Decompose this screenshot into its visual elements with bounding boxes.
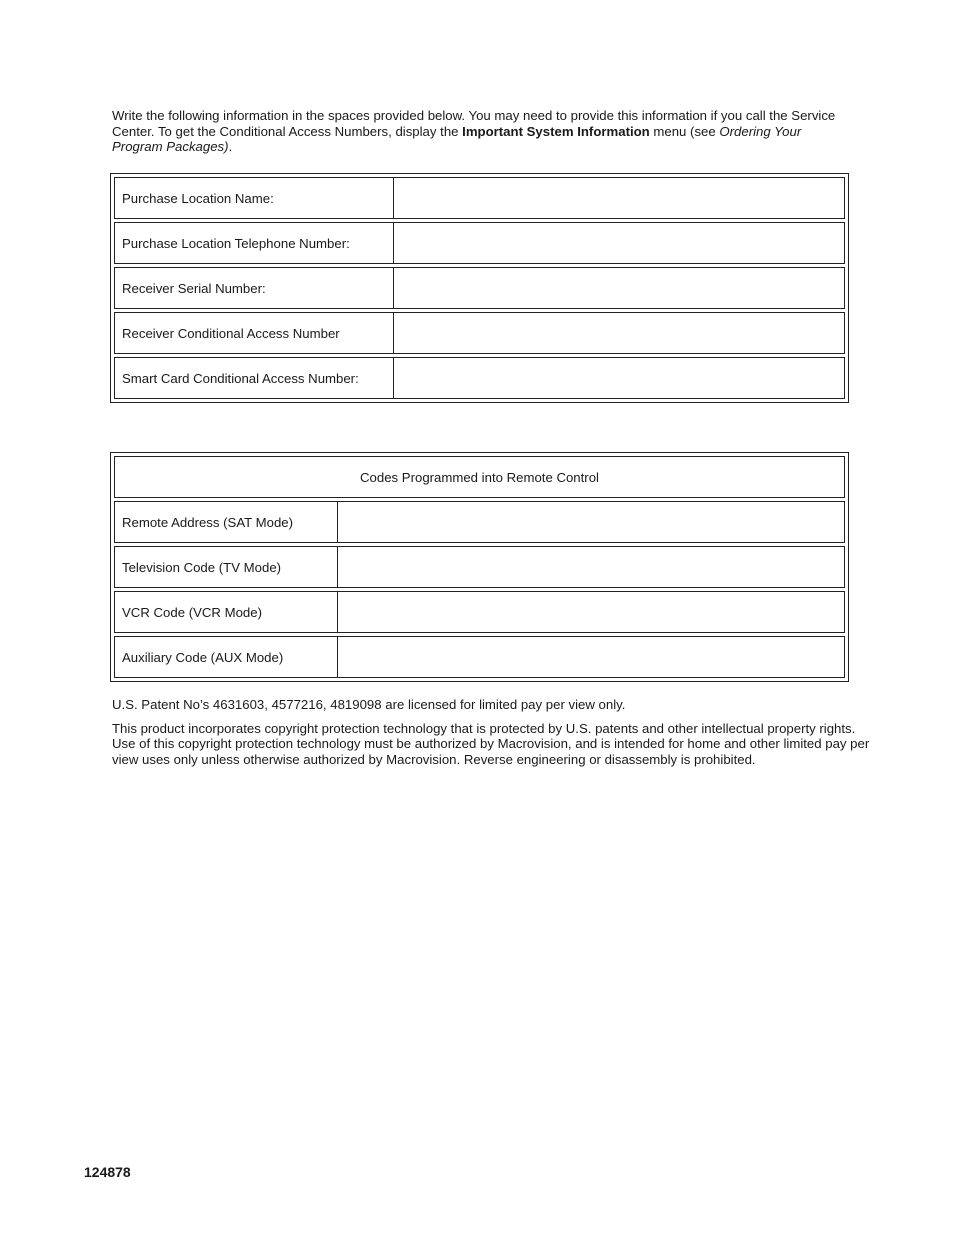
smart-card-ca-number-field[interactable] [394,358,844,398]
intro-text-2: menu (see [649,123,720,139]
intro-reference: Ordering Your Program Packages) [112,123,802,154]
document-number: 124878 [84,1164,131,1180]
table-row [114,177,845,219]
row-label: Receiver Serial Number: [115,268,394,308]
row-label: Purchase Location Name: [115,178,394,218]
intro-paragraph [112,108,852,155]
receiver-ca-number-field[interactable] [394,313,844,353]
table-row [114,591,845,633]
table-row [114,357,845,399]
table-row [114,501,845,543]
row-label: Auxiliary Code (AUX Mode) [115,637,338,677]
table-row [114,222,845,264]
table-header [114,456,845,498]
intro-text-1: Write the following information in the spaces provided below. You may need to provide this information if you call the Service Center. To get the Conditional Access Numbers, display the [112,108,836,139]
table-row [114,312,845,354]
row-label: Television Code (TV Mode) [115,547,338,587]
table-row [114,546,845,588]
receiver-serial-number-field[interactable] [394,268,844,308]
row-label: VCR Code (VCR Mode) [115,592,338,632]
remote-codes-table [110,452,849,682]
purchase-location-name-field[interactable] [394,178,844,218]
patent-notice: U.S. Patent No’s 4631603, 4577216, 4819098 are licensed for limited pay per view only. [112,697,626,712]
intro-menu-name: Important System Information [462,123,650,139]
macrovision-notice: This product incorporates copyright protection technology that is protected by U.S. patents and other intellectual property rights. Use of this copyright protection technology must be authorized by Macrovision, and is intended for home and other limited pay per view uses only unless otherwise authorized by Macrovision. Reverse engineering or disassembly is prohibited. [112,720,870,767]
table-row [114,267,845,309]
system-info-table [110,173,849,403]
table-title: Codes Programmed into Remote Control [360,469,599,485]
row-label: Receiver Conditional Access Number [115,313,394,353]
television-code-field[interactable] [338,547,844,587]
auxiliary-code-field[interactable] [338,637,844,677]
row-label: Remote Address (SAT Mode) [115,502,338,542]
purchase-location-phone-field[interactable] [394,223,844,263]
legal-notes [112,697,872,775]
row-label: Purchase Location Telephone Number: [115,223,394,263]
vcr-code-field[interactable] [338,592,844,632]
remote-address-field[interactable] [338,502,844,542]
table-row [114,636,845,678]
intro-text-3: . [228,139,233,154]
row-label: Smart Card Conditional Access Number: [115,358,394,398]
